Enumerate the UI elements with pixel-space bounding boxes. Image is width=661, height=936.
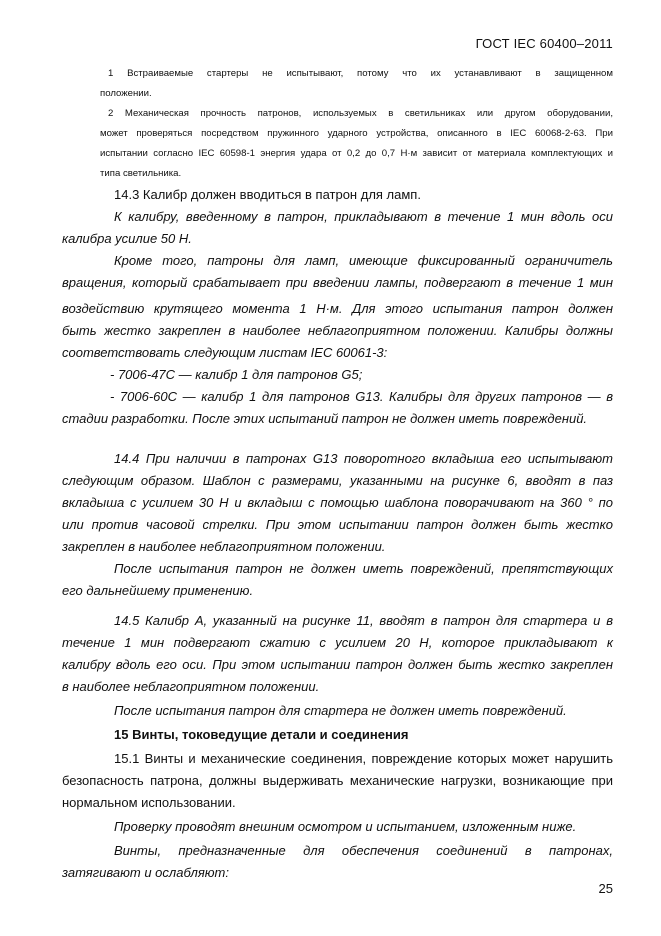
- s14-5-line-3: калибру вдоль его оси. При этом испытании патрон должен быть жестко закреплен: [62, 657, 613, 672]
- s14-4-line-1: 14.4 При наличии в патронах G13 поворотного вкладыша его испытывают: [114, 451, 613, 466]
- section-14-3: [62, 184, 613, 430]
- s14-3-line-3: калибра усилие 50 Н.: [62, 231, 192, 246]
- note-2-line-1: 2 Механическая прочность патронов, используемых в светильниках или другом оборудовании,: [108, 108, 613, 119]
- s14-4-line-3: вкладыша с усилием 30 Н и вкладыш с помощью шаблона поворачивают на 360 ° по: [62, 495, 613, 510]
- s14-3-list-item-2: - 7006-60C — калибр 1 для патронов G13. Калибры для других патронов — в: [110, 389, 613, 404]
- s15-line-4: Проверку проводят внешним осмотром и испытанием, изложенным ниже.: [114, 819, 577, 834]
- notes-block: [100, 64, 613, 104]
- s14-4-line-4: или против часовой стрелки. При этом испытании патрон должен быть жестко: [62, 517, 613, 532]
- s14-4-line-2: следующим образом. Шаблон с размерами, указанными на рисунке 6, вводят в паз: [62, 473, 613, 488]
- section-15: [62, 724, 613, 884]
- s14-3-line-5: вращения, который срабатывает при введении лампы, подвергают в течение 1 мин: [62, 275, 613, 290]
- s14-4-line-7: его дальнейшему применению.: [62, 583, 254, 598]
- document-header: ГОСТ IEC 60400–2011: [475, 36, 613, 51]
- note-1-line-1: 1 Встраиваемые стартеры не испытывают, потому что их устанавливают в защищенном: [108, 68, 613, 79]
- section-14-4: [62, 448, 613, 602]
- note-1-line-2: положении.: [100, 88, 152, 99]
- s14-5-line-5: После испытания патрон для стартера не должен иметь повреждений.: [114, 703, 567, 718]
- s14-5-line-4: в наиболее неблагоприятном положении.: [62, 679, 320, 694]
- page-number: 25: [598, 881, 613, 896]
- s15-line-2: безопасность патрона, должны выдерживать механические нагрузки, возникающие при: [62, 773, 613, 788]
- section-15-title: 15 Винты, токоведущие детали и соединения: [114, 727, 409, 742]
- s14-5-line-2: течение 1 мин подвергают сжатию с усилием 20 Н, которое прикладывают к: [62, 635, 613, 650]
- s14-3-line-1: 14.3 Калибр должен вводиться в патрон для ламп.: [114, 187, 421, 202]
- s14-3-line-7: быть жестко закреплен в наиболее неблагоприятном положении. Калибры должны: [62, 323, 613, 338]
- note-2-line-3: испытании согласно IEC 60598-1 энергия удара от 0,2 до 0,7 Н·м зависит от материала комплектующих и: [100, 148, 613, 159]
- s14-3-line-11: стадии разработки. После этих испытаний патрон не должен иметь повреждений.: [62, 411, 588, 426]
- s15-line-3: нормальном использовании.: [62, 795, 236, 810]
- s14-3-list-item-1: - 7006-47C — калибр 1 для патронов G5;: [110, 367, 363, 382]
- s14-3-line-8: соответствовать следующим листам IEC 60061-3:: [62, 345, 388, 360]
- s14-5-line-1: 14.5 Калибр А, указанный на рисунке 11, вводят в патрон для стартера и в: [114, 613, 613, 628]
- s14-3-line-6: воздействию крутящего момента 1 Н·м. Для этого испытания патрон должен: [62, 301, 613, 316]
- note-2-line-4: типа светильника.: [100, 168, 182, 179]
- s15-line-5: Винты, предназначенные для обеспечения соединений в патронах,: [114, 843, 613, 858]
- s15-line-6: затягивают и ослабляют:: [62, 865, 229, 880]
- s14-3-line-4: Кроме того, патроны для ламп, имеющие фиксированный ограничитель: [114, 253, 613, 268]
- note-2: [100, 104, 613, 184]
- note-2-line-2: может проверяться посредством пружинного ударного устройства, описанного в IEC 60068-2-63. При: [100, 128, 613, 139]
- s14-3-line-2: К калибру, введенному в патрон, прикладывают в течение 1 мин вдоль оси: [114, 209, 613, 224]
- s14-4-line-6: После испытания патрон не должен иметь повреждений, препятствующих: [114, 561, 613, 576]
- s14-4-line-5: закреплен в наиболее неблагоприятном положении.: [62, 539, 386, 554]
- s15-line-1: 15.1 Винты и механические соединения, повреждение которых может нарушить: [114, 751, 613, 766]
- section-14-5: [62, 610, 613, 722]
